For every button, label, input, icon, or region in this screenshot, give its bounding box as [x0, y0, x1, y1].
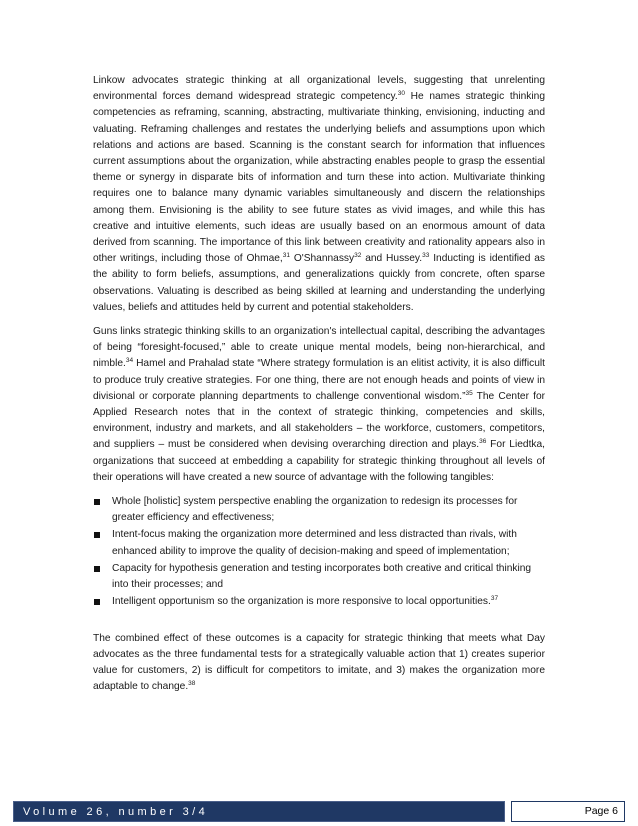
text-run: Intelligent opportunism so the organization is more responsive to local opportunities. — [112, 596, 491, 608]
list-item-text — [112, 496, 517, 523]
footnote-ref: 34 — [125, 357, 134, 365]
square-bullet-icon — [94, 566, 100, 572]
footnote-ref: 38 — [188, 680, 196, 688]
list-item-text — [112, 563, 531, 590]
square-bullet-icon — [94, 532, 100, 538]
paragraph-closing — [93, 631, 545, 696]
page-footer — [0, 801, 638, 826]
paragraph-linkow — [93, 73, 545, 316]
list-item-text — [112, 529, 517, 556]
footnote-ref: 36 — [479, 438, 487, 446]
text-run: Hamel and Prahalad state “Where strategy formulation is an elitist activity, it is also difficult to produce truly creative strategies. For one thing, there are not enough heads and points of view in divisional or corporate planning departments to challenge conventional wisdom.” — [93, 358, 545, 402]
footnote-ref: 35 — [465, 389, 473, 397]
list-item — [93, 561, 545, 593]
list-item — [93, 594, 545, 610]
square-bullet-icon — [94, 599, 100, 605]
text-run: He names strategic thinking competencies as reframing, scanning, abstracting, multivariate thinking, envisioning, inducting and valuating. Reframing challenges and restates the underlying beliefs and assumptions upon which relations and actions are based. Scanning is the constant search for information that influences current assumptions about the organization, while abstracting enables people to grasp the essential theme or synergy in disparate bits of information and turn these into action. Multivariate thinking requires one to balance many dynamic variables simultaneously and discern the relationships among them. Envisioning is the ability to see future states as vivid images, and while this has creative and intuitive elements, such ideas are usually based on an enormous amount of data derived from scanning. The importance of this link between creativity and rationality appears also in other writings, including those of Ohmae, — [93, 91, 545, 265]
text-run: The combined effect of these outcomes is a capacity for strategic thinking that meets what Day advocates as the three fundamental tests for a strategically valuable action that 1) creates superior value for customers, 2) is difficult for competitors to imitate, and 3) makes the organization more adaptable to change. — [93, 632, 545, 693]
body-text — [93, 73, 545, 703]
text-run: O'Shannassy — [289, 253, 355, 265]
text-run: Linkow advocates strategic thinking at all organizational levels, suggesting that unrelenting environmental forces demand widespread strategic competency. — [93, 75, 545, 103]
text-run: The Center for Applied Research notes that in the context of strategic thinking, competencies and skills, environment, industry and markets, and all stakeholders – the workforce, customers, competitors, and suppliers – must be considered when devising overarching direction and plays. — [93, 390, 546, 451]
list-item-text — [112, 596, 498, 607]
text-run: Whole [holistic] system perspective enabling the organization to redesign its processes for greater efficiency and effectiveness; — [112, 496, 518, 524]
square-bullet-icon — [94, 499, 100, 505]
footer-volume-label: Volume 26, number 3/4 — [13, 801, 505, 822]
footer-page-number: Page 6 — [511, 801, 625, 822]
list-item — [93, 494, 545, 526]
footnote-ref: 31 — [282, 252, 290, 260]
list-item — [93, 527, 545, 559]
footnote-ref: 32 — [354, 252, 362, 260]
text-run: Intent-focus making the organization more determined and less distracted than rivals, with enhanced ability to improve the quality of decision-making and speed of implementation; — [112, 529, 517, 557]
footnote-ref: 33 — [422, 252, 430, 260]
footnote-ref: 30 — [397, 90, 405, 98]
text-run: For Liedtka, organizations that succeed at embedding a capability for strategic thinking throughout all levels of their operations will have created a new source of advantage with the following tangibles: — [93, 439, 545, 483]
text-run: Guns links strategic thinking skills to an organization's intellectual capital, describing the advantages of being “foresight-focused,” able to create unique mental models, being non-hierarchical, and nimble. — [93, 326, 545, 370]
tangibles-list — [93, 494, 545, 610]
paragraph-guns — [93, 324, 545, 486]
text-run: Capacity for hypothesis generation and testing incorporates both creative and critical thinking into their processes; and — [112, 562, 532, 591]
footnote-ref: 37 — [490, 595, 499, 603]
text-run: Inducting is identified as the ability to form beliefs, assumptions, and generalizations quickly from concrete, often sparse observations. Valuating is described as being skilled at learning and understanding the underlying values, beliefs and attitudes held by current and potential stakeholders. — [93, 253, 546, 313]
text-run: and Hussey. — [361, 253, 423, 265]
